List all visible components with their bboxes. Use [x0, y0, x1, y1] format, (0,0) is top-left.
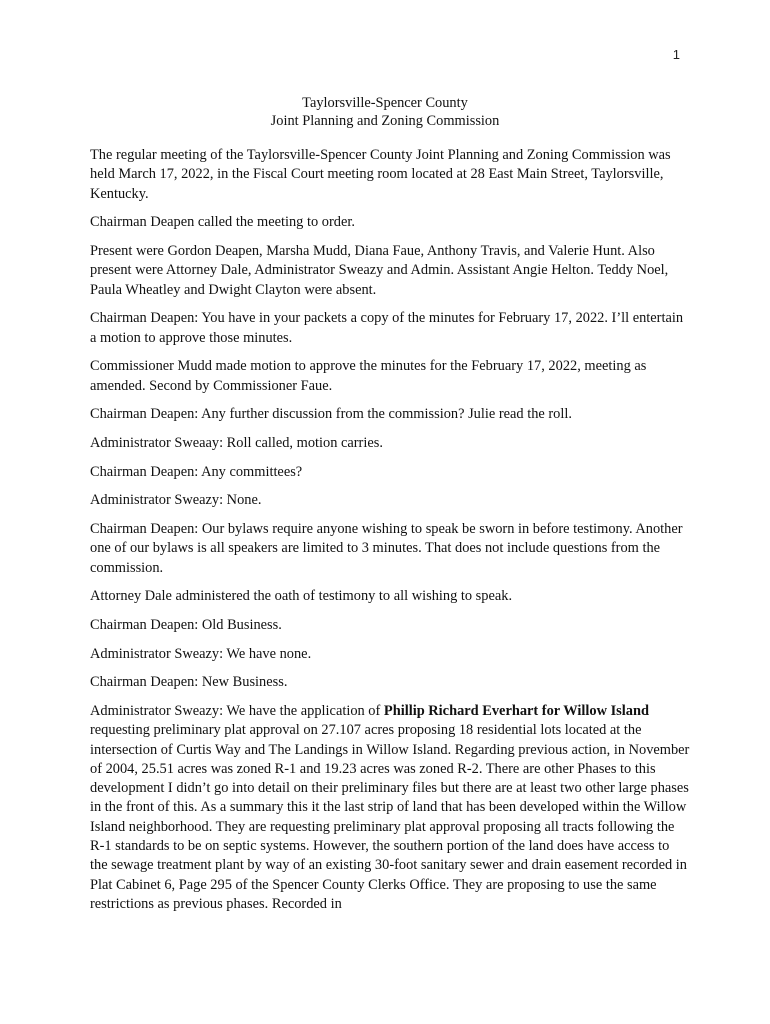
- paragraph-oath: Attorney Dale administered the oath of testimony to all wishing to speak.: [90, 588, 513, 605]
- paragraph-new-business: Chairman Deapen: New Business.: [90, 674, 288, 691]
- applicant-name: Phillip Richard Everhart for Willow Island: [383, 703, 649, 719]
- paragraph-committees-answer: Administrator Sweazy: None.: [90, 492, 262, 509]
- paragraph-old-business: Chairman Deapen: Old Business.: [90, 616, 282, 633]
- page-number: 1: [672, 47, 680, 62]
- paragraph-application: [90, 702, 690, 914]
- header-line-2: Joint Planning and Zoning Commission: [270, 113, 500, 129]
- document-header: [0, 94, 770, 130]
- paragraph-attendance: Present were Gordon Deapen, Marsha Mudd, Diana Faue, Anthony Travis, and Valerie Hunt. Also present were Attorney Dale, Administrator Sweazy and Admin. Assistant Angie Helton. Teddy Noel, Paula Wheatley and Dwight Clayton were absent.: [90, 242, 669, 298]
- paragraph-call-to-order: Chairman Deapen called the meeting to order.: [90, 214, 355, 231]
- paragraph-committees: Chairman Deapen: Any committees?: [90, 463, 303, 480]
- paragraph-minutes-motion: Commissioner Mudd made motion to approve the minutes for the February 17, 2022, meeting as amended. Second by Commissioner Faue.: [90, 358, 647, 394]
- application-details: requesting preliminary plat approval on 27.107 acres proposing 18 residential lots located at the intersection of Curtis Way and The Landings in Willow Island. Regarding previous action, in November of 2004, 25.51 acres was zoned R-1 and 19.23 acres was zoned R-2. There are other Phases to this development I didn’t go into detail on their preliminary files but there are at least two other large phases in the front of this. As a summary this it the last strip of land that has been developed within the Willow Island neighborhood. They are requesting preliminary plat approval proposing all tracts following the R-1 standards to be on septic systems. However, the southern portion of the land does have access to the sewage treatment plant by way of an existing 30-foot sanitary sewer and drain easement recorded in Plat Cabinet 6, Page 295 of the Spencer County Clerks Office. They are proposing to use the same restrictions as previous phases. Recorded in: [90, 722, 690, 912]
- paragraph-bylaws: Chairman Deapen: Our bylaws require anyone wishing to speak be sworn in before testimony. Another one of our bylaws is all speakers are limited to 3 minutes. That does not include questions from the commission.: [90, 520, 683, 576]
- paragraph-old-business-answer: Administrator Sweazy: We have none.: [90, 645, 312, 662]
- document-body: [90, 146, 690, 924]
- paragraph-meeting-info: The regular meeting of the Taylorsville-Spencer County Joint Planning and Zoning Commission was held March 17, 2022, in the Fiscal Court meeting room located at 28 East Main Street, Taylorsville, Kentucky.: [90, 147, 671, 202]
- application-prefix: Administrator Sweazy: We have the application of: [90, 703, 384, 719]
- paragraph-roll-result: Administrator Sweaay: Roll called, motion carries.: [90, 434, 383, 451]
- paragraph-minutes-request: Chairman Deapen: You have in your packets a copy of the minutes for February 17, 2022. I’ll entertain a motion to approve those minutes.: [90, 310, 684, 346]
- header-line-1: Taylorsville-Spencer County: [302, 95, 468, 111]
- paragraph-roll-request: Chairman Deapen: Any further discussion from the commission? Julie read the roll.: [90, 406, 572, 423]
